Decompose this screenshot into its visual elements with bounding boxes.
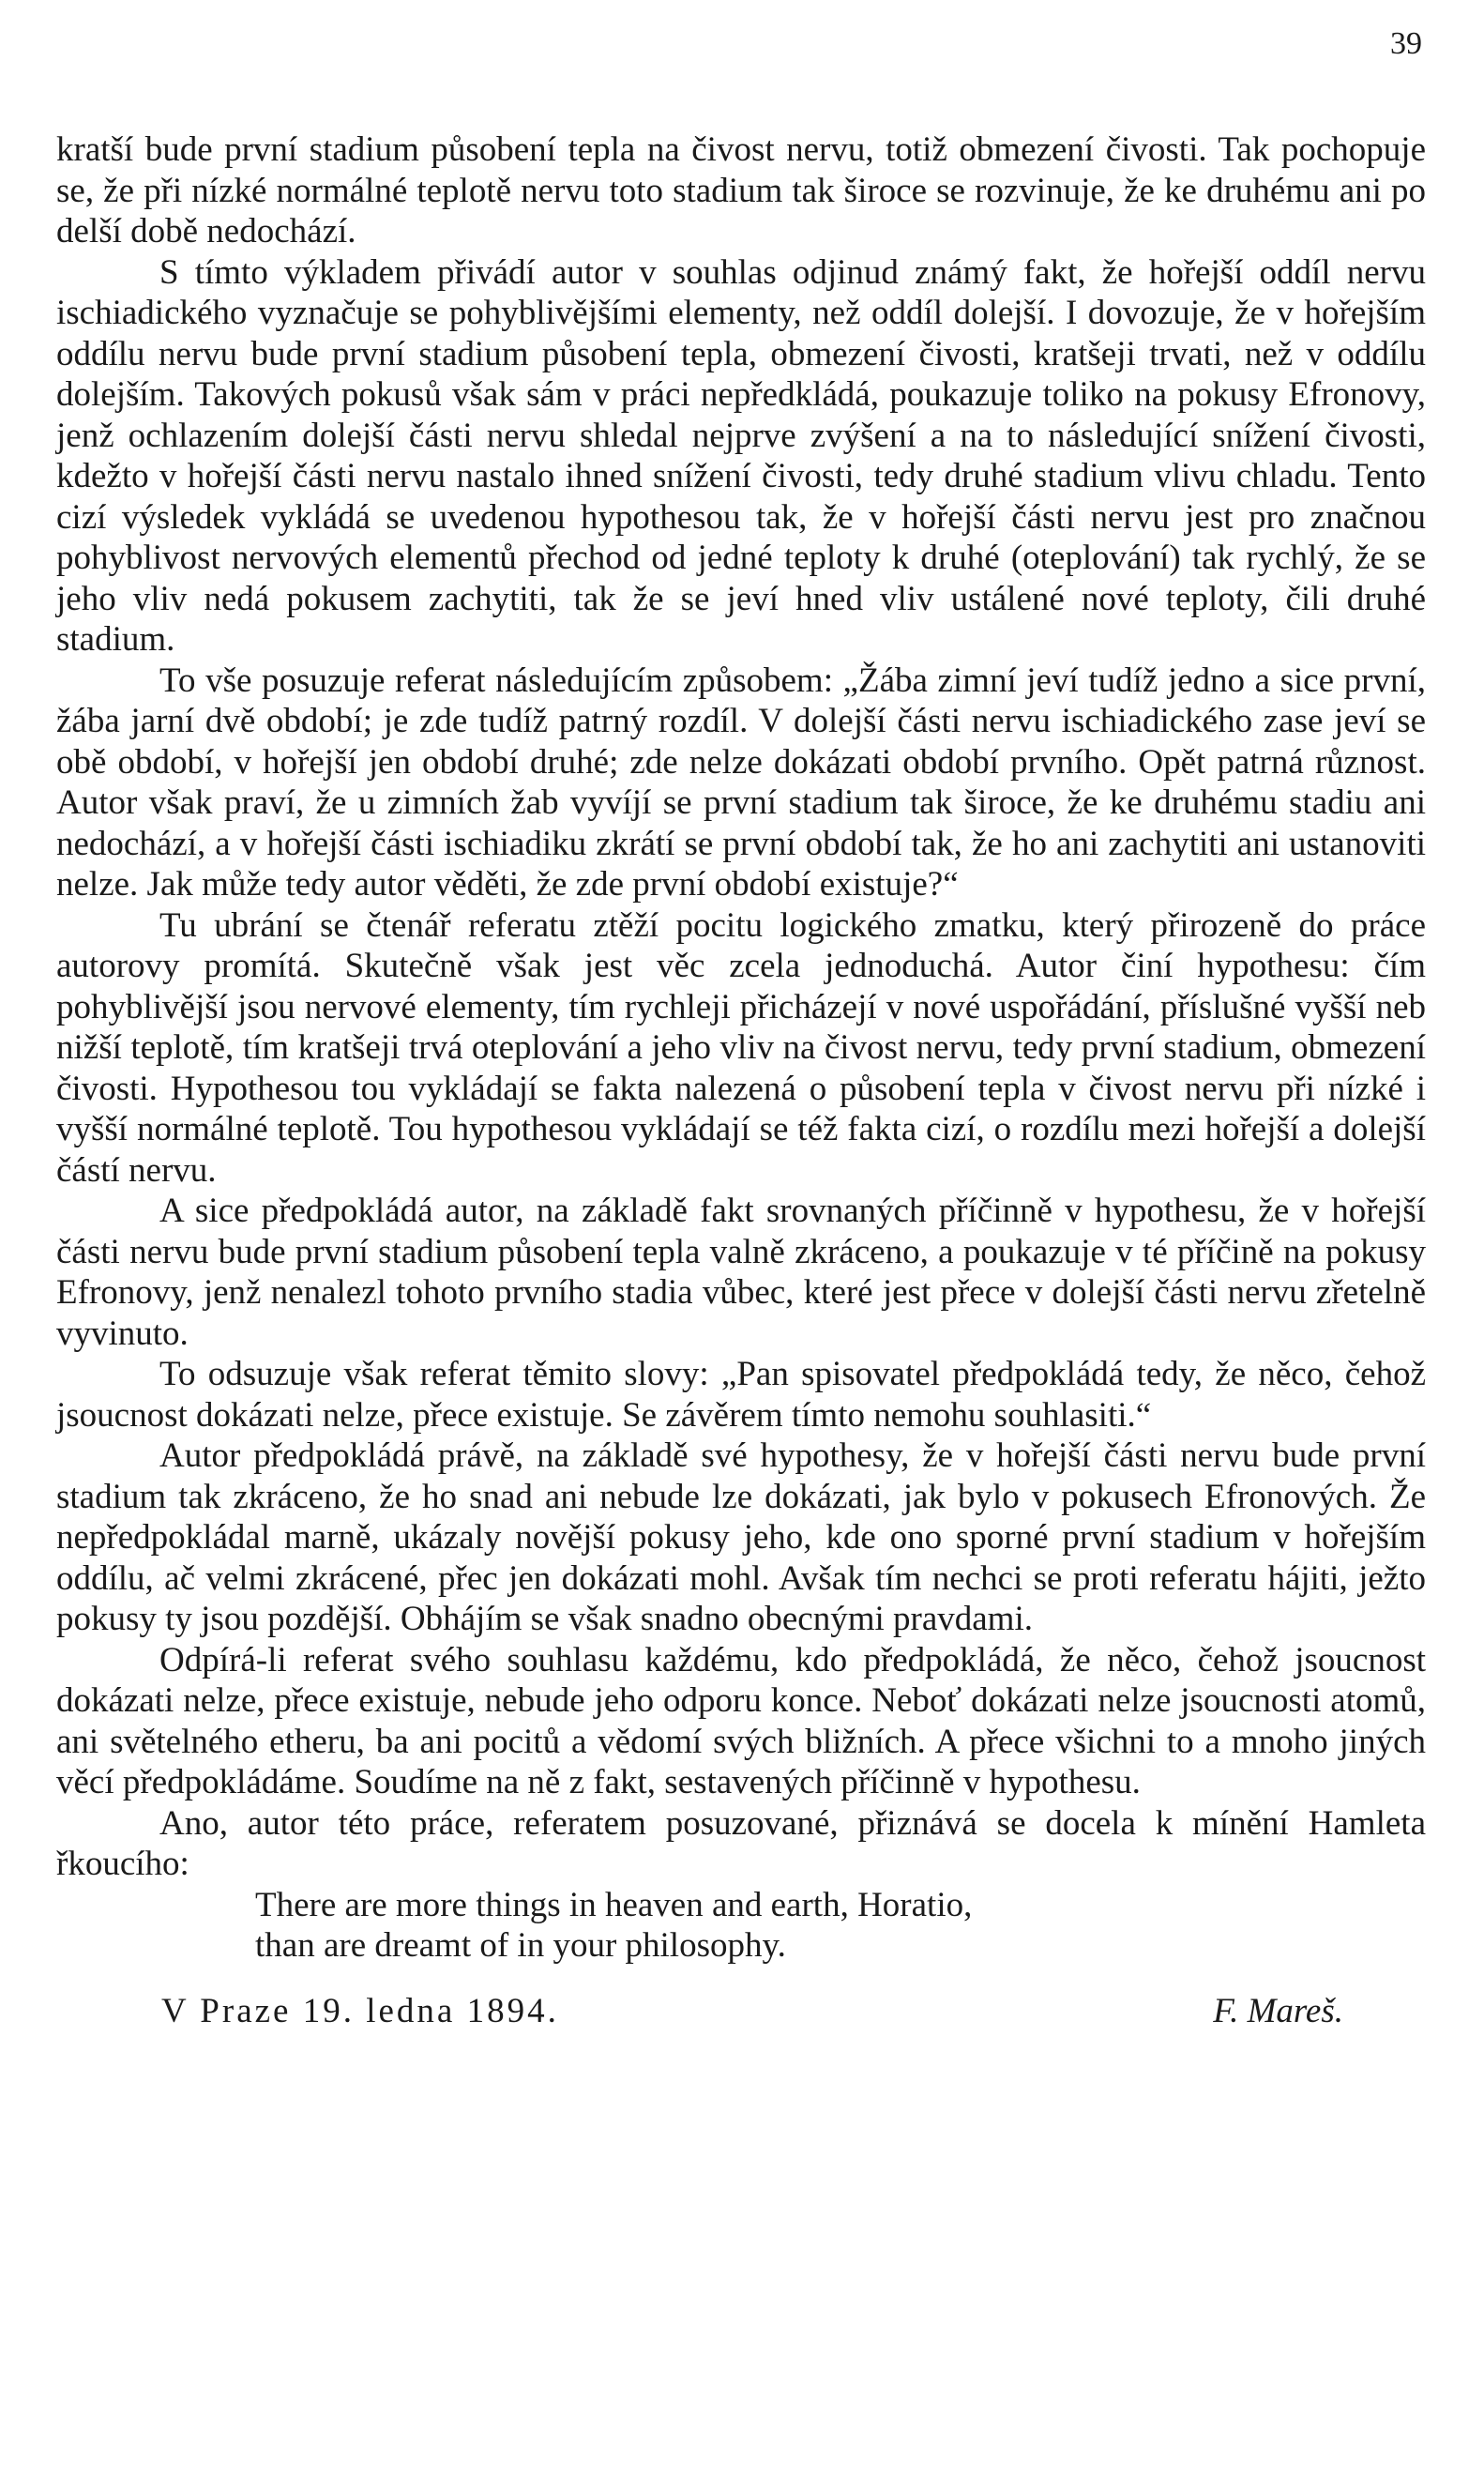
paragraph: To vše posuzuje referat následujícím způsobem: „Žába zimní jeví tudíž jedno a sice první, žába jarní dvě období; je zde tudíž patrný rozdíl. V dolejší části nervu ischiadického zase jeví se obě období, v hořejší jen období druhé; zde nelze dokázati období prvního. Opět patrná různost. Autor však praví, že u zimních žab vyvíjí se první stadium tak široce, že ke druhému stadiu ani nedochází, a v hořejší části ischiadiku zkrátí se první období tak, že ho ani zachytiti ani ustanoviti nelze. Jak může tedy autor věděti, že zde první období existuje?“	[56, 661, 1426, 904]
paragraph: To odsuzuje však referat těmito slovy: „Pan spisovatel předpokládá tedy, že něco, čehož jsoucnost dokázati nelze, přece existuje. Se závěrem tímto nemohu souhlasiti.“	[56, 1355, 1426, 1435]
author-name: F. Mareš.	[1213, 1991, 1343, 2030]
quote-line: There are more things in heaven and earth, Horatio,	[255, 1885, 973, 1924]
quote-line: than are dreamt of in your philosophy.	[255, 1926, 786, 1965]
place-date: V Praze 19. ledna 1894.	[161, 1991, 559, 2030]
paragraph: Tu ubrání se čtenář referatu ztěží pocitu logického zmatku, který přirozeně do práce autorovy promítá. Skutečně však jest věc zcela jednoduchá. Autor činí hypothesu: čím pohyblivější jsou nervové elementy, tím rychleji přicházejí v nové uspořádání, příslušné vyšší neb nižší teplotě, tím kratšeji trvá oteplování a jeho vliv na čivost nervu, tedy první stadium, obmezení čivosti. Hypothesou tou vykládají se fakta nalezená o působení tepla v čivost nervu při nízké i vyšší normálné teplotě. Tou hypothesou vykládají se též fakta cizí, o rozdílu mezi hořejší a dolejší částí nervu.	[56, 905, 1426, 1190]
hamlet-quote	[255, 1885, 1426, 1967]
paragraph: Autor předpokládá právě, na základě své hypothesy, že v hořejší části nervu bude první stadium tak zkráceno, že ho snad ani nebude lze dokázati, jak bylo v pokusech Efronových. Že nepředpokládal marně, ukázaly novější pokusy jeho, kde ono sporné první stadium v hořejším oddílu, ač velmi zkrácené, přec jen dokázati mohl. Avšak tím nechci se proti referatu hájiti, ježto pokusy ty jsou pozdější. Obhájím se však snadno obecnými pravdami.	[56, 1436, 1426, 1638]
paragraph: Odpírá-li referat svého souhlasu každému, kdo předpokládá, že něco, čehož jsoucnost dokázati nelze, přece existuje, nebude jeho odporu konce. Neboť dokázati nelze jsoucnosti atomů, ani světelného etheru, ba ani pocitů a vědomí svých bližních. A přece všichni to a mnoho jiných věcí předpokládáme. Soudíme na ně z fakt, sestavených příčinně v hypothesu.	[56, 1640, 1426, 1801]
paragraph: S tímto výkladem přivádí autor v souhlas odjinud známý fakt, že hořejší oddíl nervu ischiadického vyznačuje se pohyblivějšími elementy, než oddíl dolejší. I dovozuje, že v hořejším oddílu nervu bude první stadium působení tepla, obmezení čivosti, kratšeji trvati, než v oddílu dolejším. Takových pokusů však sám v práci nepředkládá, poukazuje toliko na pokusy Efronovy, jenž ochlazením dolejší části nervu shledal nejprve zvýšení a na to následující snížení čivosti, kdežto v hořejší části nervu nastalo ihned snížení čivosti, tedy druhé stadium vlivu chladu. Tento cizí výsledek vykládá se uvedenou hypothesou tak, že v hořejší části nervu jest pro značnou pohyblivost nervových elementů přechod od jedné teploty k druhé (oteplování) tak rychlý, že se jeho vliv nedá pokusem zachytiti, tak že se jeví hned vliv ustálené nové teploty, čili druhé stadium.	[56, 252, 1426, 659]
signature-line	[56, 1991, 1426, 2032]
paragraph: Ano, autor této práce, referatem posuzované, přiznává se docela k mínění Hamleta řkoucího:	[56, 1803, 1426, 1883]
paragraph: A sice předpokládá autor, na základě fakt srovnaných příčinně v hypothesu, že v hořejší části nervu bude první stadium působení tepla valně zkráceno, a poukazuje v té příčině na pokusy Efronovy, jenž nenalezl tohoto prvního stadia vůbec, které jest přece v dolejší části nervu zřetelně vyvinuto.	[56, 1192, 1426, 1353]
article-body	[56, 129, 1426, 2031]
page-number: 39	[1390, 26, 1422, 61]
paragraph-continuation: kratší bude první stadium působení tepla na čivost nervu, totiž obmezení čivosti. Tak pochopuje se, že při nízké normálné teplotě nervu toto stadium tak široce se rozvinuje, že ke druhému ani po delší době nedochází.	[56, 130, 1426, 251]
